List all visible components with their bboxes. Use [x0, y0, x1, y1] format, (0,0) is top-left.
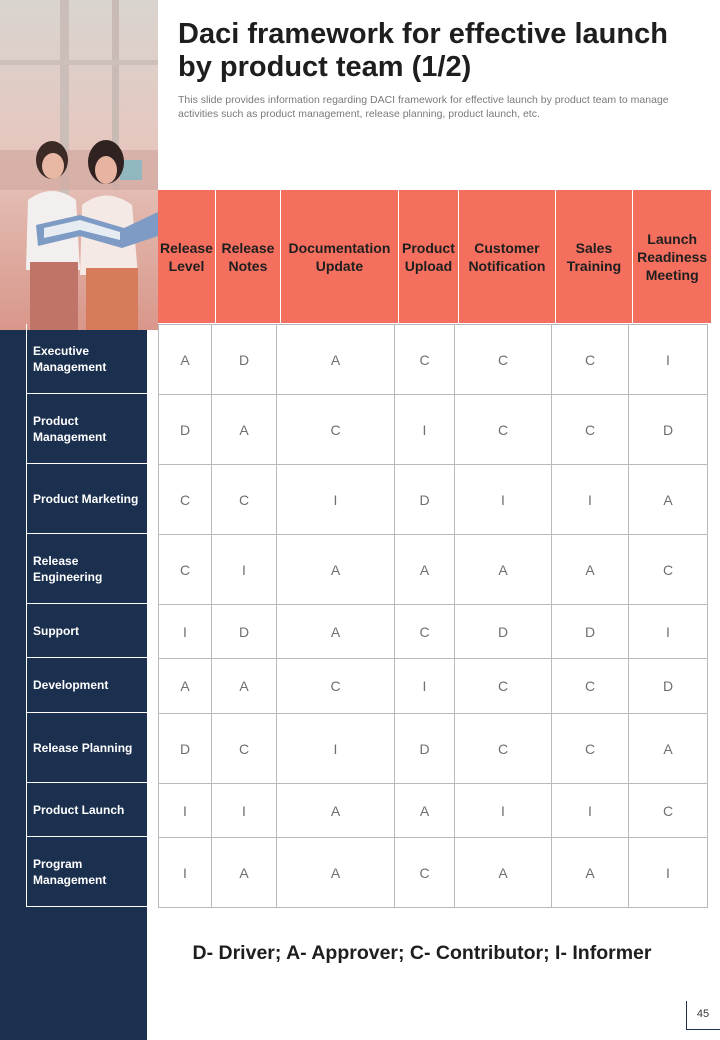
table-cell: I	[395, 395, 455, 465]
table-cell: C	[455, 659, 552, 714]
column-header: Release Level	[158, 190, 215, 323]
table-row	[159, 605, 708, 659]
daci-table	[158, 324, 708, 908]
table-cell: A	[455, 535, 552, 605]
table-cell: A	[212, 395, 277, 465]
page-subtitle: This slide provides information regarding DACI framework for effective launch by product team to manage activities such as product management, release planning, product launch, etc.	[178, 94, 669, 120]
row-label: Product Launch	[26, 783, 147, 837]
table-row	[159, 784, 708, 838]
table-row	[159, 465, 708, 535]
table-cell: D	[212, 325, 277, 395]
column-header-row	[158, 190, 711, 323]
table-cell: I	[552, 784, 629, 838]
table-cell: A	[277, 325, 395, 395]
table-cell: A	[552, 535, 629, 605]
column-header: Release Notes	[215, 190, 280, 323]
table-cell: I	[212, 784, 277, 838]
table-cell: C	[395, 605, 455, 659]
table-row	[159, 325, 708, 395]
office-photo	[0, 0, 158, 330]
table-cell: C	[395, 838, 455, 908]
table-cell: C	[277, 395, 395, 465]
table-cell: D	[212, 605, 277, 659]
column-header: Launch Readiness Meeting	[632, 190, 711, 323]
table-cell: A	[552, 838, 629, 908]
page-number: 45	[696, 1008, 710, 1020]
table-cell: C	[395, 325, 455, 395]
table-cell: A	[277, 838, 395, 908]
table-cell: I	[159, 605, 212, 659]
table-cell: I	[629, 325, 708, 395]
table-cell: I	[455, 784, 552, 838]
table-cell: C	[159, 465, 212, 535]
table-cell: D	[395, 714, 455, 784]
table-row	[159, 395, 708, 465]
table-cell: D	[395, 465, 455, 535]
table-cell: C	[159, 535, 212, 605]
row-label-column	[26, 324, 147, 907]
table-cell: D	[455, 605, 552, 659]
table-cell: C	[455, 325, 552, 395]
column-header: Documentation Update	[280, 190, 398, 323]
row-label: Release Planning	[26, 713, 147, 783]
table-cell: I	[455, 465, 552, 535]
table-cell: I	[629, 605, 708, 659]
table-cell: A	[629, 714, 708, 784]
table-cell: A	[212, 659, 277, 714]
table-cell: C	[552, 659, 629, 714]
table-cell: A	[277, 784, 395, 838]
table-cell: A	[629, 465, 708, 535]
row-label: Executive Management	[26, 324, 147, 394]
table-cell: A	[159, 659, 212, 714]
table-row	[159, 714, 708, 784]
table-cell: A	[395, 784, 455, 838]
table-cell: I	[212, 535, 277, 605]
page-title: Daci framework for effective launch by product team (1/2)	[178, 18, 668, 83]
table-cell: D	[159, 395, 212, 465]
table-cell: I	[277, 465, 395, 535]
table-cell: I	[277, 714, 395, 784]
table-row	[159, 838, 708, 908]
legend: D- Driver; A- Approver; C- Contributor; I- Informer	[192, 942, 652, 964]
table-cell: C	[629, 535, 708, 605]
table-cell: C	[552, 395, 629, 465]
table-cell: I	[629, 838, 708, 908]
table-cell: A	[159, 325, 212, 395]
table-cell: C	[629, 784, 708, 838]
row-label: Product Marketing	[26, 464, 147, 534]
table-row	[159, 535, 708, 605]
row-label: Program Management	[26, 837, 147, 907]
table-cell: A	[277, 605, 395, 659]
row-label: Product Management	[26, 394, 147, 464]
table-cell: C	[277, 659, 395, 714]
table-cell: D	[552, 605, 629, 659]
table-cell: D	[159, 714, 212, 784]
table-cell: A	[212, 838, 277, 908]
table-cell: A	[395, 535, 455, 605]
table-cell: A	[277, 535, 395, 605]
table-cell: C	[212, 465, 277, 535]
table-cell: C	[455, 395, 552, 465]
table-cell: A	[455, 838, 552, 908]
column-header: Product Upload	[398, 190, 458, 323]
table-cell: C	[212, 714, 277, 784]
table-cell: I	[159, 838, 212, 908]
table-cell: C	[552, 325, 629, 395]
table-cell: I	[552, 465, 629, 535]
table-cell: D	[629, 659, 708, 714]
table-cell: I	[159, 784, 212, 838]
column-header: Customer Notification	[458, 190, 555, 323]
table-cell: I	[395, 659, 455, 714]
row-label: Release Engineering	[26, 534, 147, 604]
row-label: Development	[26, 658, 147, 713]
table-row	[159, 659, 708, 714]
table-cell: D	[629, 395, 708, 465]
table-cell: C	[552, 714, 629, 784]
column-header: Sales Training	[555, 190, 632, 323]
table-cell: C	[455, 714, 552, 784]
row-label: Support	[26, 604, 147, 658]
